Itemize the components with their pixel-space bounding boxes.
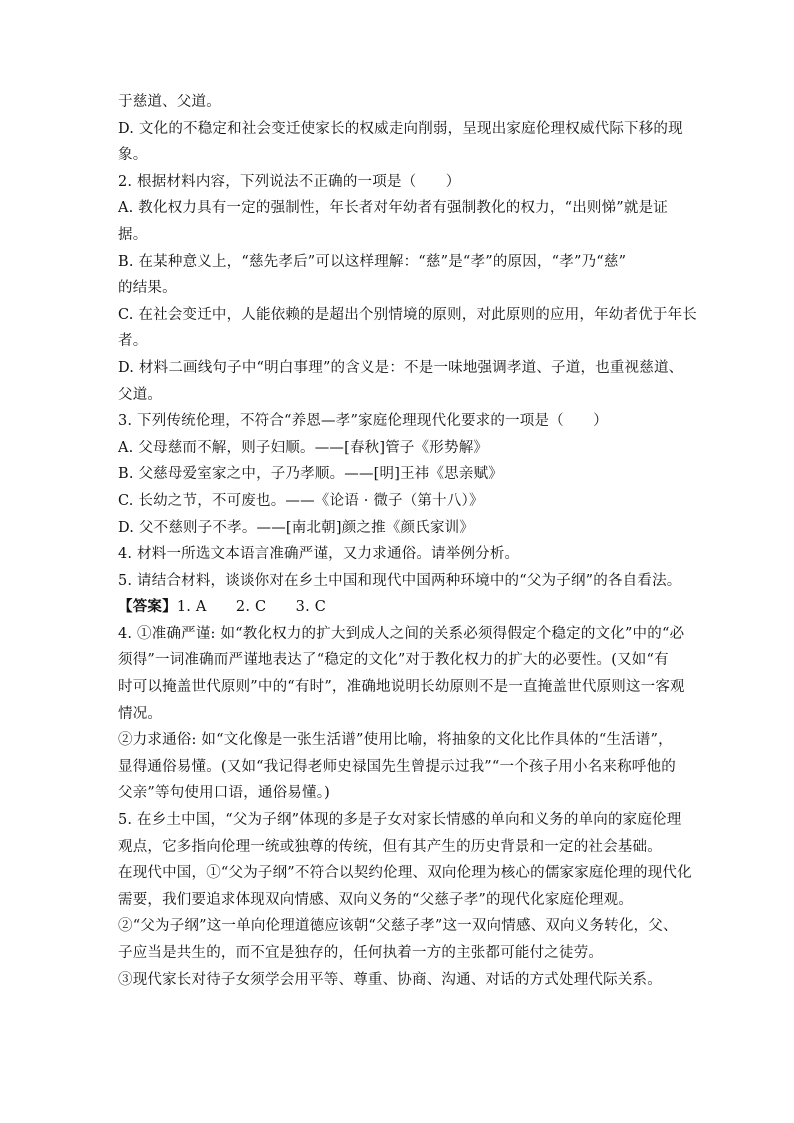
answer-4-line: 情况。: [118, 705, 163, 722]
answer-5-line: ③现代家长对待子女须学会用平等、尊重、协商、沟通、对话的方式处理代际关系。: [118, 971, 662, 988]
text-line: 据。: [118, 226, 148, 243]
question-2: 2. 根据材料内容，下列说法不正确的一项是（ ）: [118, 173, 461, 190]
answer-4-line: 须得”一词准确而严谨地表达了“稳定的文化”对于教化权力的扩大的必要性。(又如“有: [118, 652, 669, 669]
option-c-line: C. 在社会变迁中，人能依赖的是超出个别情境的原则，对此原则的应用，年幼者优于年长: [118, 306, 697, 323]
option-c-line: C. 长幼之节，不可废也。——《论语 · 微子（第十八）》: [118, 492, 484, 509]
answer-5-line: 观点，它多指向伦理一统或独尊的传统，但有其产生的历史背景和一定的社会基础。: [118, 838, 662, 855]
answer-4-line: 时可以掩盖世代原则”中的“有时”，准确地说明长幼原则不是一直掩盖世代原则这一客观: [118, 679, 685, 696]
answer-4-line: 父亲”等句使用口语，通俗易懂。): [118, 785, 331, 802]
answer-choices: 1. A 2. C 3. C: [176, 599, 327, 616]
option-d-line: D. 父不慈则子不孝。——[南北朝]颜之推《颜氏家训》: [118, 519, 475, 536]
answer-line: [118, 594, 688, 621]
text-line: 的结果。: [118, 280, 177, 297]
question-3: 3. 下列传统伦理，不符合“养恩—孝”家庭伦理现代化要求的一项是（ ）: [118, 413, 608, 430]
answer-5-line: 需要，我们要追求体现双向情感、双向义务的“父慈子孝”的现代化家庭伦理观。: [118, 891, 634, 908]
document-body: [118, 89, 697, 993]
text-line: 父道。: [118, 386, 163, 403]
answer-4-line: 4. ①准确严谨: 如“教化权力的扩大到成人之间的关系必须得假定个稳定的文化”中的“必: [118, 625, 685, 642]
answer-5-line: ②“父为子纲”这一单向伦理道德应该朝“父慈子孝”这一双向情感、双向义务转化，父、: [118, 918, 678, 935]
answer-4-line: 显得通俗易懂。(又如“我记得老师史禄国先生曾提示过我”“一个孩子用小名来称呼他的: [118, 758, 676, 775]
option-a-line: A. 教化权力具有一定的强制性，年长者对年幼者有强制教化的权力，“出则悌”就是证: [118, 200, 669, 217]
answer-5-line: 5. 在乡土中国，“父为子纲”体现的多是子女对家长情感的单向和义务的单向的家庭伦理: [118, 812, 682, 829]
option-a-line: A. 父母慈而不解，则子妇顺。——[春秋]管子《形势解》: [118, 439, 489, 456]
option-d-line: D. 材料二画线句子中“明白事理”的含义是：不是一味地强调孝道、子道，也重视慈道、: [118, 359, 684, 376]
answer-4-line: ②力求通俗: 如“文化像是一张生活谱”使用比喻，将抽象的文化比作具体的“生活谱”，: [118, 732, 673, 749]
answer-5-line: 子应当是共生的，而不宜是独存的，任何执着一方的主张都可能付之徒劳。: [118, 945, 604, 961]
text-line: 者。: [118, 333, 148, 350]
option-d-line: D. 文化的不稳定和社会变迁使家长的权威走向削弱，呈现出家庭伦理权威代际下移的现: [118, 120, 683, 137]
text-line: 象。: [118, 147, 148, 164]
option-b-line: B. 父慈母爱室家之中，子乃孝顺。——[明]王祎《思亲赋》: [118, 466, 503, 483]
answer-5-line: 在现代中国，①“父为子纲”不符合以契约伦理、双向伦理为核心的儒家家庭伦理的现代化: [118, 865, 692, 882]
text-line: 于慈道、父道。: [118, 94, 221, 110]
question-5: 5. 请结合材料，谈谈你对在乡土中国和现代中国两种环境中的“父为子纲”的各自看法。: [118, 572, 682, 589]
question-4: 4. 材料一所选文本语言准确严谨，又力求通俗。请举例分析。: [118, 546, 520, 563]
option-b-line: B. 在某种意义上，“慈先孝后”可以这样理解：“慈”是“孝”的原因，“孝”乃“慈”: [118, 253, 627, 270]
answer-tag: 【答案】: [118, 598, 177, 616]
